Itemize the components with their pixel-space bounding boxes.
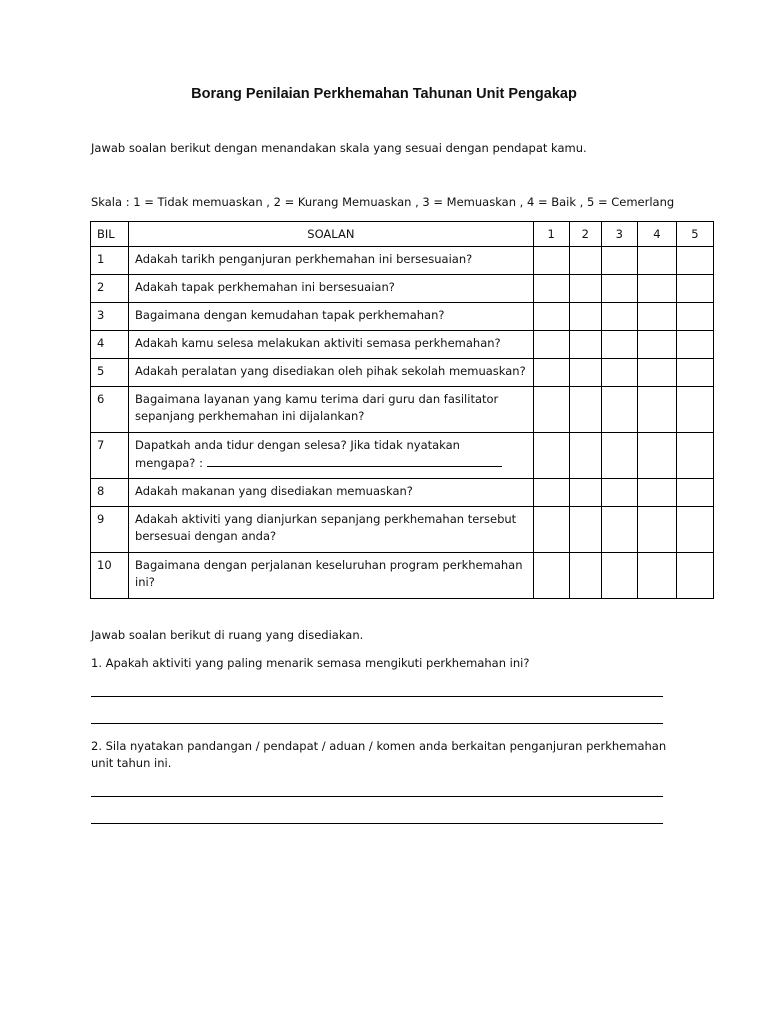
question-text: sepanjang perkhemahan ini dijalankan? [135,409,365,423]
question-text: Adakah tarikh penganjuran perkhemahan ini bersesuaian? [135,252,473,266]
question-cell [129,303,534,331]
question-text: Bagaimana dengan kemudahan tapak perkhemahan? [135,308,445,322]
rating-cell-1[interactable] [533,331,569,359]
question-cell [129,553,534,599]
row-number: 8 [91,479,129,507]
table-row [91,553,714,599]
question-cell [129,275,534,303]
rating-cell-2[interactable] [569,275,601,303]
question-cell [129,433,534,479]
rating-cell-4[interactable] [637,433,676,479]
rating-cell-5[interactable] [676,433,713,479]
rating-cell-4[interactable] [637,303,676,331]
rating-cell-5[interactable] [676,303,713,331]
rating-cell-1[interactable] [533,359,569,387]
row-number: 7 [91,433,129,479]
rating-cell-2[interactable] [569,479,601,507]
question-text: Bagaimana dengan perjalanan keseluruhan program perkhemahan [135,558,523,572]
question-cell [129,387,534,433]
answer-line-1a[interactable] [91,696,663,697]
rating-cell-3[interactable] [601,433,637,479]
rating-cell-3[interactable] [601,303,637,331]
row-number: 1 [91,247,129,275]
row-number: 4 [91,331,129,359]
answer-line-2a[interactable] [91,796,663,797]
rating-cell-2[interactable] [569,387,601,433]
question-cell [129,479,534,507]
rating-cell-5[interactable] [676,247,713,275]
table-header-row [91,222,714,247]
rating-cell-2[interactable] [569,331,601,359]
rating-table [90,221,714,599]
row-number: 6 [91,387,129,433]
question-text: Adakah aktiviti yang dianjurkan sepanjang perkhemahan tersebut [135,512,517,526]
question-cell [129,331,534,359]
rating-cell-5[interactable] [676,359,713,387]
rating-cell-1[interactable] [533,275,569,303]
table-row [91,479,714,507]
header-scale-5: 5 [676,222,713,247]
rating-cell-1[interactable] [533,479,569,507]
rating-cell-1[interactable] [533,507,569,553]
rating-cell-4[interactable] [637,387,676,433]
question-text: Bagaimana layanan yang kamu terima dari guru dan fasilitator [135,392,499,406]
reason-blank-line[interactable] [207,454,502,467]
question-cell [129,359,534,387]
instruction-text: Jawab soalan berikut dengan menandakan skala yang sesuai dengan pendapat kamu. [91,141,587,155]
question-text: Adakah peralatan yang disediakan oleh pihak sekolah memuaskan? [135,364,526,378]
rating-cell-1[interactable] [533,387,569,433]
rating-cell-5[interactable] [676,553,713,599]
question-text: Dapatkah anda tidur dengan selesa? Jika tidak nyatakan [135,438,460,452]
rating-cell-2[interactable] [569,303,601,331]
rating-cell-1[interactable] [533,553,569,599]
header-scale-1: 1 [533,222,569,247]
header-soalan: SOALAN [129,222,534,247]
rating-cell-4[interactable] [637,507,676,553]
rating-cell-3[interactable] [601,331,637,359]
header-bil: BIL [91,222,129,247]
rating-cell-5[interactable] [676,275,713,303]
row-number: 10 [91,553,129,599]
rating-cell-3[interactable] [601,553,637,599]
rating-cell-5[interactable] [676,507,713,553]
rating-cell-4[interactable] [637,331,676,359]
rating-cell-4[interactable] [637,553,676,599]
rating-cell-3[interactable] [601,387,637,433]
header-scale-2: 2 [569,222,601,247]
question-text: ini? [135,575,155,589]
row-number: 5 [91,359,129,387]
rating-cell-3[interactable] [601,247,637,275]
question-text: Adakah tapak perkhemahan ini bersesuaian? [135,280,395,294]
answer-line-2b[interactable] [91,823,663,824]
row-number: 2 [91,275,129,303]
question-1: 1. Apakah aktiviti yang paling menarik semasa mengikuti perkhemahan ini? [91,656,530,670]
row-number: 9 [91,507,129,553]
header-scale-4: 4 [637,222,676,247]
table-row [91,331,714,359]
scale-legend: Skala : 1 = Tidak memuaskan , 2 = Kurang Memuaskan , 3 = Memuaskan , 4 = Baik , 5 = Cemerlang [91,195,675,209]
question-text: bersesuai dengan anda? [135,529,277,543]
header-scale-3: 3 [601,222,637,247]
table-row [91,247,714,275]
question-2-line-2: unit tahun ini. [91,756,172,770]
rating-cell-3[interactable] [601,507,637,553]
question-text: Adakah kamu selesa melakukan aktiviti semasa perkhemahan? [135,336,501,350]
question-cell [129,247,534,275]
rating-cell-1[interactable] [533,433,569,479]
question-text: Adakah makanan yang disediakan memuaskan? [135,484,413,498]
question-2-line-1: 2. Sila nyatakan pandangan / pendapat / aduan / komen anda berkaitan penganjuran perkhemahan [91,739,667,753]
rating-cell-2[interactable] [569,553,601,599]
rating-cell-2[interactable] [569,507,601,553]
row-number: 3 [91,303,129,331]
rating-cell-1[interactable] [533,247,569,275]
section2-instruction: Jawab soalan berikut di ruang yang disediakan. [91,628,364,642]
rating-cell-2[interactable] [569,359,601,387]
rating-cell-4[interactable] [637,247,676,275]
question-cell [129,507,534,553]
rating-cell-4[interactable] [637,479,676,507]
rating-cell-5[interactable] [676,331,713,359]
rating-cell-1[interactable] [533,303,569,331]
rating-cell-2[interactable] [569,433,601,479]
table-row [91,303,714,331]
question-text: mengapa? : [135,456,203,470]
table-row [91,359,714,387]
answer-line-1b[interactable] [91,723,663,724]
rating-cell-3[interactable] [601,359,637,387]
table-row [91,387,714,433]
table-row [91,507,714,553]
rating-cell-3[interactable] [601,275,637,303]
table-row [91,275,714,303]
rating-cell-5[interactable] [676,479,713,507]
rating-cell-4[interactable] [637,275,676,303]
table-row [91,433,714,479]
rating-cell-2[interactable] [569,247,601,275]
form-title: Borang Penilaian Perkhemahan Tahunan Unit Pengakap [191,86,577,102]
rating-cell-4[interactable] [637,359,676,387]
rating-cell-3[interactable] [601,479,637,507]
rating-cell-5[interactable] [676,387,713,433]
